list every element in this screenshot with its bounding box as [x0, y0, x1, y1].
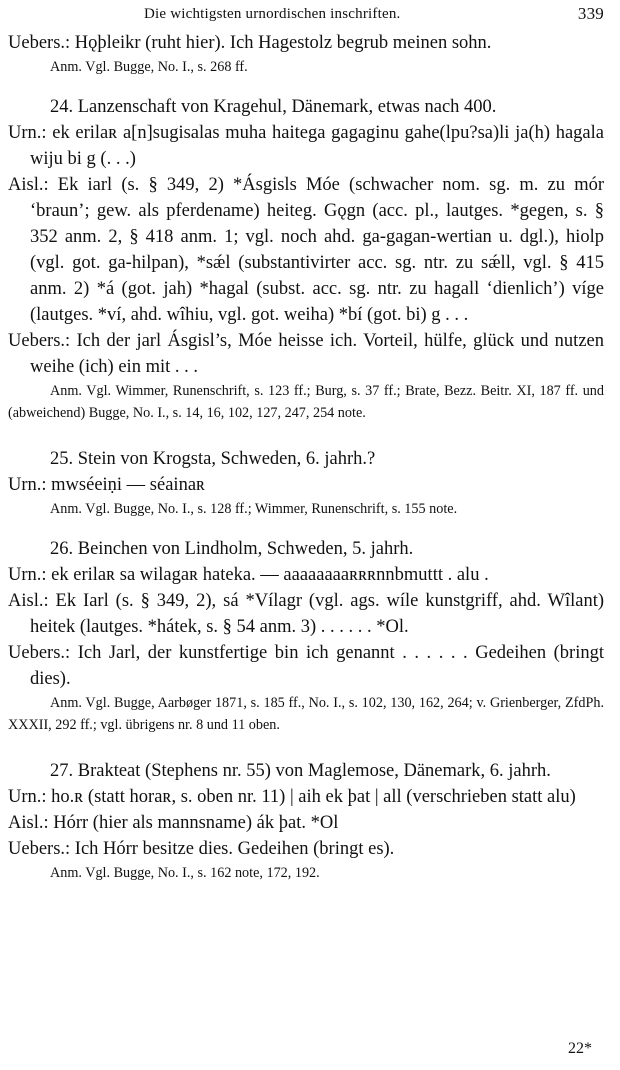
annotation: Anm. Vgl. Bugge, No. I., s. 128 ff.; Wimmer, Runenschrift, s. 155 note. [50, 501, 458, 517]
page-number: 339 [577, 4, 604, 23]
section-heading-27: 27. Brakteat (Stephens nr. 55) von Maglemose, Dänemark, 6. jahrh. [50, 761, 551, 781]
running-title: Die wichtigsten urnordischen inschriften. [144, 6, 401, 22]
section-heading-26: 26. Beinchen von Lindholm, Schweden, 5. jahrh. [50, 539, 414, 559]
annotation: Anm. Vgl. Wimmer, Runenschrift, s. 123 ff.; Burg, s. 37 ff.; Brate, Bezz. Beitr. XI, 187 ff. und (abweichend) Bugge, No. I., s. 14, 16, 102, 127, 247, 254 note. [8, 383, 604, 421]
annotation: Anm. Vgl. Bugge, No. I., s. 268 ff. [50, 59, 248, 75]
old-norse-rendering: Aisl.: Ek Iarl (s. § 349, 2), sá *Vílagr (vgl. ags. wíle kunstgriff, ahd. Wîlant) heitek (lautges. *hátek, s. § 54 anm. 3) . . . . . . *Ol. [8, 591, 604, 637]
old-norse-rendering: Aisl.: Ek iarl (s. § 349, 2) *Ásgisls Móe (schwacher nom. sg. m. zu mór ‘braun’; gew. als pferdename) heiteg. Gǫgn (acc. pl., lautges. *gegen, s. § 352 anm. 2, § 418 anm. 1; vgl. noch ahd. ga-gagan-wertian u. dgl.), hiolp (vgl. got. ga-hilpan), *sǽl (substantivirter acc. sg. ntr. zu sǽll, vgl. § 415 anm. 2) *á (got. jah) *hagal (subst. acc. sg. ntr. zu hagall ‘dienlich’) víge (lautges. *ví, ahd. wîhiu, vgl. got. weiha) *bí (got. bi) g . . . [8, 175, 604, 325]
signature-mark: 22* [568, 1040, 592, 1057]
runic-transcription: Urn.: mwséeiṇi — séainaʀ [8, 475, 206, 495]
annotation: Anm. Vgl. Bugge, No. I., s. 162 note, 172, 192. [50, 865, 320, 881]
translation-line: Uebers.: Hǫþleikr (ruht hier). Ich Hagestolz begrub meinen sohn. [8, 33, 492, 53]
translation-line: Uebers.: Ich der jarl Ásgisl’s, Móe heisse ich. Vorteil, hülfe, glück und nutzen weihe (ich) ein mit . . . [8, 331, 604, 377]
book-page [8, 0, 604, 884]
translation-line: Uebers.: Ich Hórr besitze dies. Gedeihen (bringt es). [8, 839, 395, 859]
annotation: Anm. Vgl. Bugge, Aarbøger 1871, s. 185 ff., No. I., s. 102, 130, 162, 264; v. Grienberger, ZfdPh. XXXII, 292 ff.; vgl. übrigens nr. 8 und 11 oben. [8, 695, 604, 733]
translation-line: Uebers.: Ich Jarl, der kunstfertige bin ich genannt . . . . . . Gedeihen (bringt dies). [8, 643, 604, 689]
section-heading-24: 24. Lanzenschaft von Kragehul, Dänemark, etwas nach 400. [50, 97, 497, 117]
old-norse-rendering: Aisl.: Hórr (hier als mannsname) ák þat. *Ol [8, 813, 339, 833]
page-header [8, 0, 604, 30]
runic-transcription: Urn.: ek erilaʀ sa wilagaʀ hateka. — aaaaaaaaʀʀʀnnbmuttt . alu . [8, 565, 489, 585]
runic-transcription: Urn.: ek erilaʀ a[n]sugisalas muha haitega gagaginu gahe(lpu?sa)li ja(h) hagala wiju bi g (. . .) [8, 123, 604, 169]
runic-transcription: Urn.: ho.ʀ (statt horaʀ, s. oben nr. 11) | aih ek þat | all (verschrieben statt alu) [8, 787, 576, 807]
section-heading-25: 25. Stein von Krogsta, Schweden, 6. jahrh.? [50, 449, 376, 469]
